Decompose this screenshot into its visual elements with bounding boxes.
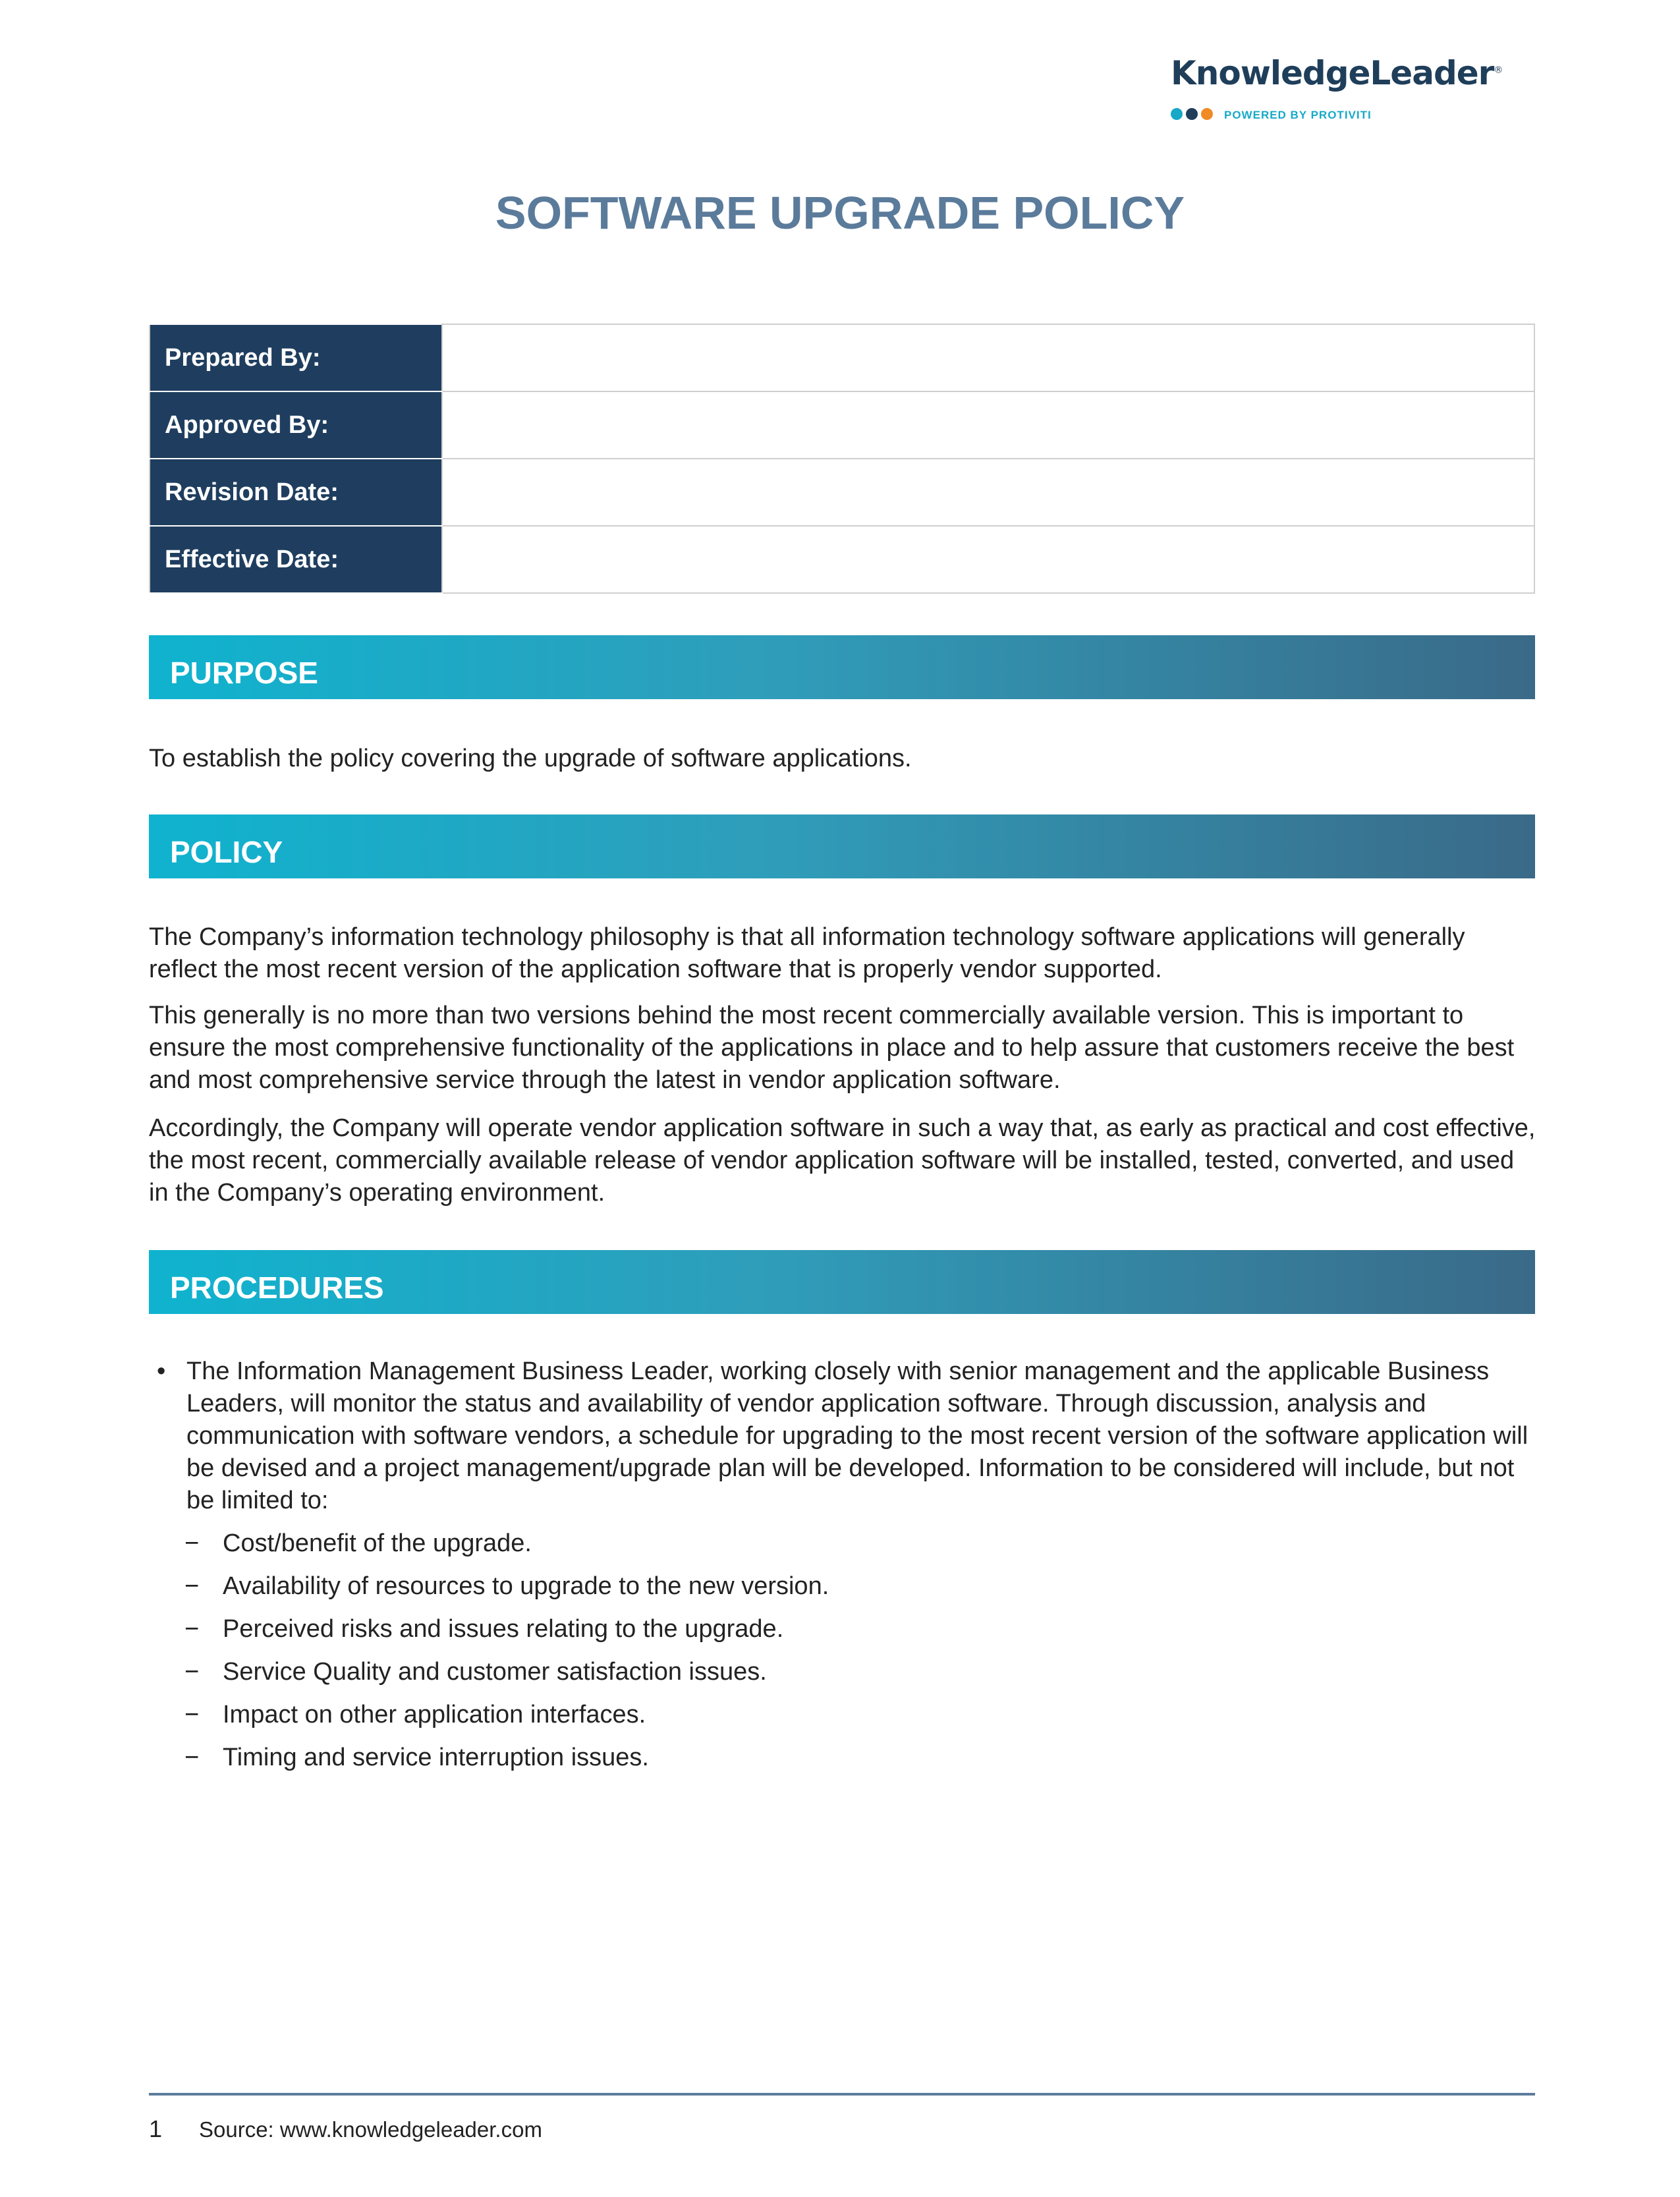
logo-dot-teal — [1171, 108, 1183, 120]
info-label: Revision Date: — [150, 459, 442, 526]
dash-icon: − — [184, 1615, 200, 1643]
logo-wordmark: KnowledgeLeader® — [1171, 54, 1503, 92]
list-item: − Perceived risks and issues relating to the upgrade. — [184, 1613, 783, 1645]
dash-icon: − — [184, 1529, 200, 1557]
info-label: Prepared By: — [150, 324, 442, 391]
purpose-text: To establish the policy covering the upgrade of software applications. — [149, 745, 912, 772]
policy-paragraph: The Company’s information technology philosophy is that all information technology software applications will generally reflect the most recent version of the application software that is properly vendor supported. — [149, 923, 1465, 983]
procedure-bullet — [149, 1355, 1539, 1517]
document-info-table — [149, 324, 1535, 594]
procedure-bullet-text: The Information Management Business Leader, working closely with senior management and the applicable Business Leaders, will monitor the status and availability of vendor application software. Through discussion, analysis and communication with software vendors, a schedule for upgrading to the most recent version of the software application will be devised and a project management/upgrade plan will be developed. Information to be considered will include, but not be limited to: — [186, 1357, 1528, 1514]
revision-date-field[interactable] — [442, 459, 1534, 526]
info-label: Approved By: — [150, 391, 442, 459]
dash-icon: − — [184, 1658, 200, 1686]
policy-paragraph: This generally is no more than two versions behind the most recent commercially available version. This is important to ensure the most comprehensive functionality of the applications in place and to help assure that customers receive the best and most comprehensive service through the latest in vendor application software. — [149, 1002, 1515, 1094]
info-row-prepared-by — [150, 324, 1534, 391]
dash-icon: − — [184, 1572, 200, 1600]
list-item: − Impact on other application interfaces. — [184, 1699, 646, 1731]
list-item: − Cost/benefit of the upgrade. — [184, 1527, 532, 1560]
section-heading-purpose: PURPOSE — [149, 635, 1535, 699]
logo-dot-navy — [1186, 108, 1198, 120]
footer-divider — [149, 2093, 1535, 2096]
logo-tagline: POWERED BY PROTIVITI — [1224, 109, 1372, 121]
section-heading-policy: POLICY — [149, 814, 1535, 878]
policy-paragraph: Accordingly, the Company will operate vendor application software in such a way that, as early as practical and cost effective, the most recent, commercially available release of vendor application software will be installed, tested, converted, and used in the Company’s operating environment. — [149, 1114, 1536, 1207]
info-label: Effective Date: — [150, 526, 442, 593]
info-row-approved-by — [150, 391, 1534, 459]
list-item: − Service Quality and customer satisfaction issues. — [184, 1656, 767, 1688]
section-heading-procedures: PROCEDURES — [149, 1250, 1535, 1314]
effective-date-field[interactable] — [442, 526, 1534, 593]
document-title: SOFTWARE UPGRADE POLICY — [495, 187, 1185, 239]
dash-icon: − — [184, 1744, 200, 1771]
prepared-by-field[interactable] — [442, 324, 1534, 391]
dash-icon: − — [184, 1701, 200, 1728]
info-row-effective-date — [150, 526, 1534, 593]
logo-dot-orange — [1201, 108, 1213, 120]
page-number: 1 — [149, 2115, 163, 2142]
bullet-icon: • — [157, 1357, 166, 1385]
approved-by-field[interactable] — [442, 391, 1534, 459]
info-row-revision-date — [150, 459, 1534, 526]
logo-dots-icon — [1171, 108, 1213, 120]
list-item: − Timing and service interruption issues. — [184, 1742, 649, 1774]
footer-source[interactable]: Source: www.knowledgeleader.com — [199, 2117, 542, 2142]
list-item: − Availability of resources to upgrade to the new version. — [184, 1570, 829, 1603]
